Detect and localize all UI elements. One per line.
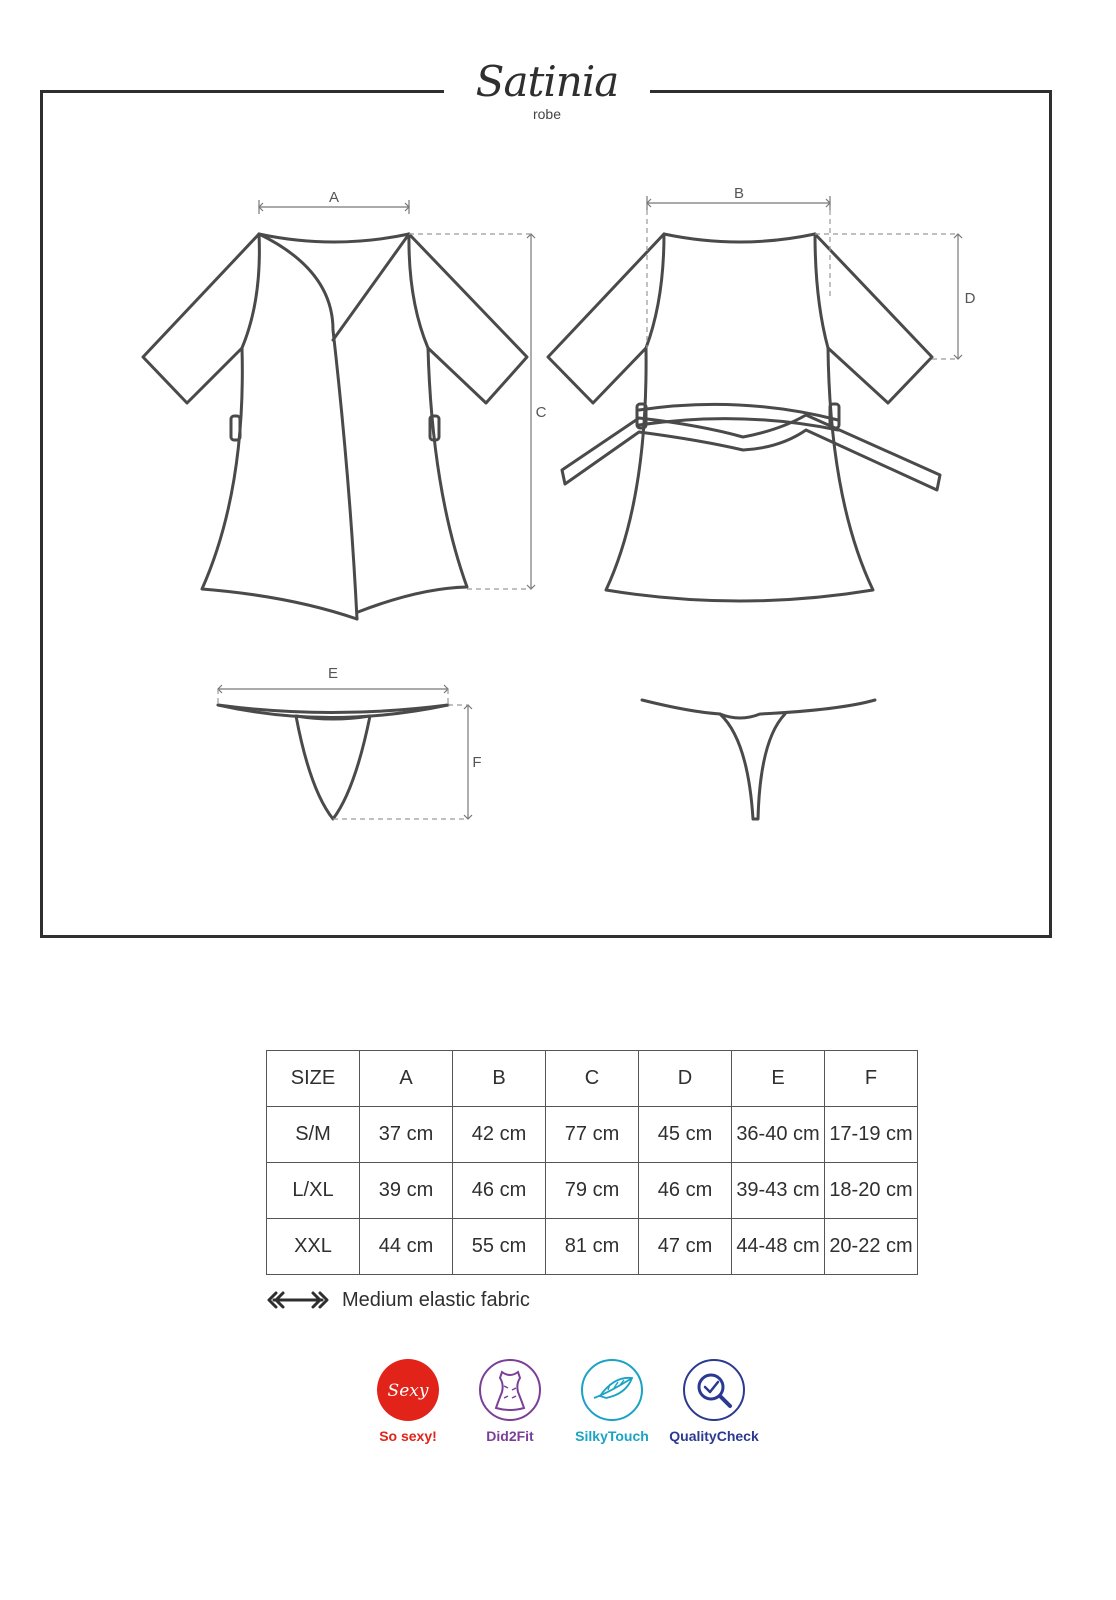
table-cell: 77 cm [546, 1107, 639, 1163]
table-cell: 18-20 cm [825, 1163, 918, 1219]
table-cell: 39 cm [360, 1163, 453, 1219]
table-cell: 42 cm [453, 1107, 546, 1163]
table-cell: 45 cm [639, 1107, 732, 1163]
dimension-label-e: E [327, 665, 339, 682]
table-cell: 39-43 cm [732, 1163, 825, 1219]
qualitycheck-magnifier-icon [682, 1358, 746, 1422]
table-cell: 55 cm [453, 1219, 546, 1275]
table-cell: 46 cm [453, 1163, 546, 1219]
did2fit-icon [478, 1358, 542, 1422]
badge-label: QualityCheck [669, 1428, 759, 1444]
header-cell: D [639, 1051, 732, 1107]
table-row [267, 1107, 918, 1163]
header-cell: E [732, 1051, 825, 1107]
header-cell: SIZE [267, 1051, 360, 1107]
header-cell: C [546, 1051, 639, 1107]
dimension-label-a: A [328, 189, 340, 206]
table-cell: 17-19 cm [825, 1107, 918, 1163]
table-cell: 36-40 cm [732, 1107, 825, 1163]
table-cell: 37 cm [360, 1107, 453, 1163]
table-cell: 20-22 cm [825, 1219, 918, 1275]
badge-qualitycheck [666, 1358, 762, 1444]
feature-badges [360, 1358, 780, 1458]
sexy-icon-text: Sexy [387, 1381, 429, 1401]
badge-silkytouch [564, 1358, 660, 1444]
thong-back-outline [642, 700, 875, 819]
header-cell: F [825, 1051, 918, 1107]
fabric-note [266, 1286, 530, 1314]
table-row [267, 1163, 918, 1219]
brand-product: robe [532, 106, 562, 122]
table-cell: 46 cm [639, 1163, 732, 1219]
dimension-label-d: D [964, 290, 976, 307]
badge-so-sexy [360, 1358, 456, 1444]
badge-label: SilkyTouch [575, 1428, 649, 1444]
robe-front-outline [143, 234, 527, 619]
silkytouch-feather-icon [580, 1358, 644, 1422]
robe-back-outline [548, 234, 940, 601]
table-row [267, 1219, 918, 1275]
dimension-label-b: B [733, 185, 745, 202]
dimension-label-f: F [472, 754, 482, 771]
badge-did2fit [462, 1358, 558, 1444]
thong-front-outline [218, 705, 448, 819]
table-cell: 44-48 cm [732, 1219, 825, 1275]
size-table-header-row [267, 1051, 918, 1107]
header-cell: B [453, 1051, 546, 1107]
stretch-arrows-icon [266, 1290, 330, 1310]
table-cell: 47 cm [639, 1219, 732, 1275]
table-cell: 79 cm [546, 1163, 639, 1219]
dimension-label-c: C [535, 404, 547, 421]
size-table [266, 1050, 918, 1275]
table-cell: 44 cm [360, 1219, 453, 1275]
table-cell: XXL [267, 1219, 360, 1275]
header-cell: A [360, 1051, 453, 1107]
dimension-lines [218, 196, 962, 819]
brand-name: Satinia [475, 57, 619, 106]
table-cell: S/M [267, 1107, 360, 1163]
table-cell: L/XL [267, 1163, 360, 1219]
fabric-note-text: Medium elastic fabric [342, 1288, 530, 1311]
table-cell: 81 cm [546, 1219, 639, 1275]
badge-label: So sexy! [379, 1428, 437, 1444]
sexy-icon [376, 1358, 440, 1422]
badge-label: Did2Fit [486, 1428, 534, 1444]
